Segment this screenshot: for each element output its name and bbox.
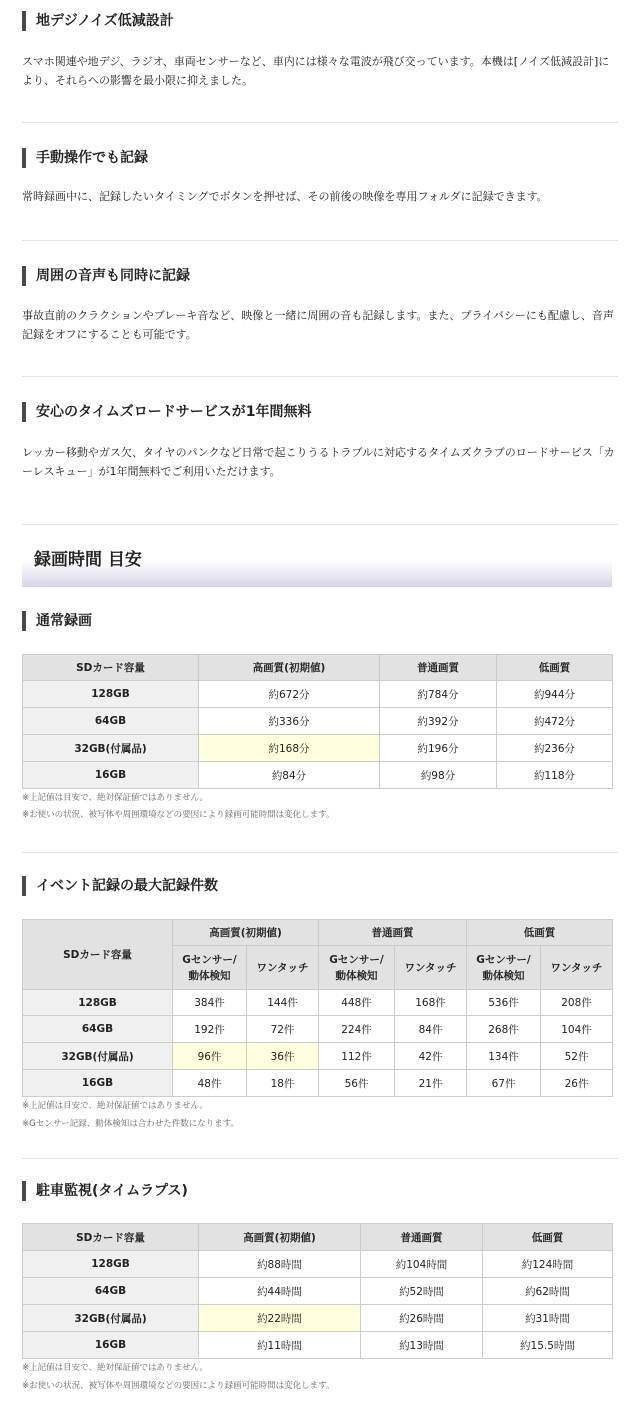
table-row xyxy=(23,1278,613,1305)
divider xyxy=(22,852,618,853)
table-row xyxy=(23,708,613,735)
table-cell: 約784分 xyxy=(380,681,497,708)
table-header-row xyxy=(23,920,613,946)
header-cell: SDカード容量 xyxy=(23,920,173,990)
row-header: 64GB xyxy=(23,1278,199,1305)
table-cell: 56件 xyxy=(319,1070,395,1097)
header-cell: 低画質 xyxy=(497,655,613,681)
divider xyxy=(22,376,618,377)
table-cell: 112件 xyxy=(319,1043,395,1070)
table-cell: 104件 xyxy=(541,1016,613,1043)
table-cell: 約124時間 xyxy=(483,1251,613,1278)
event-recording-table xyxy=(22,919,613,1097)
subheader-cell: ワンタッチ xyxy=(395,946,467,990)
subheader-cell: Gセンサー/ 動体検知 xyxy=(467,946,541,990)
header-cell: 高画質(初期値) xyxy=(199,1224,361,1251)
section-heading-road-service: 安心のタイムズロードサービスが1年間無料 xyxy=(22,402,311,422)
header-cell: 低画質 xyxy=(483,1224,613,1251)
table-cell: 約392分 xyxy=(380,708,497,735)
divider xyxy=(22,1158,618,1159)
table-cell: 約118分 xyxy=(497,762,613,789)
table-row xyxy=(23,1332,613,1359)
header-cell: SDカード容量 xyxy=(23,1224,199,1251)
table-cell: 約15.5時間 xyxy=(483,1332,613,1359)
table-row xyxy=(23,1251,613,1278)
table-cell: 168件 xyxy=(395,990,467,1016)
table-cell: 約44時間 xyxy=(199,1278,361,1305)
table-cell: 384件 xyxy=(173,990,247,1016)
section-text-audio: 事故直前のクラクションやブレーキ音など、映像と一緒に周囲の音も記録します。また、プライバシーにも配慮し、音声記録をオフにすることも可能です。 xyxy=(22,309,614,341)
table-row xyxy=(23,1070,613,1097)
table-row xyxy=(23,681,613,708)
row-header: 64GB xyxy=(23,1016,173,1043)
note: ※お使いの状況、被写体や周囲環境などの要因により録画可能時間は変化します。 xyxy=(22,810,335,820)
row-header: 32GB(付属品) xyxy=(23,1043,173,1070)
row-header: 128GB xyxy=(23,990,173,1016)
table-cell: 約472分 xyxy=(497,708,613,735)
table-row xyxy=(23,735,613,762)
table-cell: 約98分 xyxy=(380,762,497,789)
table-cell: 約13時間 xyxy=(361,1332,483,1359)
table-header-row xyxy=(23,1224,613,1251)
event-recording-heading: イベント記録の最大記録件数 xyxy=(22,876,218,896)
row-header: 128GB xyxy=(23,1251,199,1278)
header-cell: 低画質 xyxy=(467,920,613,946)
table-cell: 18件 xyxy=(247,1070,319,1097)
table-cell-highlighted: 96件 xyxy=(173,1043,247,1070)
note: ※お使いの状況、被写体や周囲環境などの要因により録画可能時間は変化します。 xyxy=(22,1381,335,1391)
row-header: 32GB(付属品) xyxy=(23,1305,199,1332)
table-row xyxy=(23,1016,613,1043)
recording-time-title: 録画時間 目安 xyxy=(34,550,142,570)
subheader-cell: ワンタッチ xyxy=(541,946,613,990)
row-header: 16GB xyxy=(23,762,199,789)
divider xyxy=(22,240,618,241)
table-cell: 26件 xyxy=(541,1070,613,1097)
header-cell: 普通画質 xyxy=(319,920,467,946)
section-heading-audio: 周囲の音声も同時に記録 xyxy=(22,266,190,286)
table-cell: 67件 xyxy=(467,1070,541,1097)
subheader-cell: Gセンサー/ 動体検知 xyxy=(319,946,395,990)
divider xyxy=(22,524,618,525)
header-cell: 高画質(初期値) xyxy=(199,655,380,681)
note: ※上記値は目安で、絶対保証値ではありません。 xyxy=(22,1101,208,1111)
row-header: 32GB(付属品) xyxy=(23,735,199,762)
table-cell: 約52時間 xyxy=(361,1278,483,1305)
row-header: 128GB xyxy=(23,681,199,708)
normal-recording-table xyxy=(22,654,613,789)
table-cell: 約196分 xyxy=(380,735,497,762)
row-header: 64GB xyxy=(23,708,199,735)
row-header: 16GB xyxy=(23,1070,173,1097)
table-cell: 224件 xyxy=(319,1016,395,1043)
section-text-noise: スマホ関連や地デジ、ラジオ、車両センサーなど、車内には様々な電波が飛び交っています。本機は[ノイズ低減設計]により、それらへの影響を最小限に抑えました。 xyxy=(22,55,610,87)
table-cell: 約11時間 xyxy=(199,1332,361,1359)
table-cell-highlighted: 36件 xyxy=(247,1043,319,1070)
table-header-row xyxy=(23,655,613,681)
table-cell: 144件 xyxy=(247,990,319,1016)
note: ※上記値は目安で、絶対保証値ではありません。 xyxy=(22,1363,208,1373)
table-row xyxy=(23,1043,613,1070)
table-cell-highlighted: 約22時間 xyxy=(199,1305,361,1332)
table-row xyxy=(23,762,613,789)
row-header: 16GB xyxy=(23,1332,199,1359)
table-cell: 約236分 xyxy=(497,735,613,762)
header-cell: 高画質(初期値) xyxy=(173,920,319,946)
table-cell: 48件 xyxy=(173,1070,247,1097)
section-text-manual: 常時録画中に、記録したいタイミングでボタンを押せば、その前後の映像を専用フォルダに記録できます。 xyxy=(22,190,548,203)
table-cell: 134件 xyxy=(467,1043,541,1070)
section-text-road-service: レッカー移動やガス欠、タイヤのパンクなど日常で起こりうるトラブルに対応するタイムズクラブのロードサービス「カーレスキュー」が1年間無料でご利用いただけます。 xyxy=(22,446,615,478)
table-cell-highlighted: 約168分 xyxy=(199,735,380,762)
parking-monitor-table xyxy=(22,1223,613,1359)
table-cell: 84件 xyxy=(395,1016,467,1043)
subheader-cell: ワンタッチ xyxy=(247,946,319,990)
header-cell: 普通画質 xyxy=(361,1224,483,1251)
note: ※Gセンサー記録、動体検知は合わせた件数になります。 xyxy=(22,1119,240,1129)
section-heading-noise: 地デジノイズ低減設計 xyxy=(22,11,174,31)
section-heading-manual: 手動操作でも記録 xyxy=(22,148,148,168)
divider xyxy=(22,122,618,123)
table-cell: 42件 xyxy=(395,1043,467,1070)
table-cell: 448件 xyxy=(319,990,395,1016)
table-cell: 約26時間 xyxy=(361,1305,483,1332)
header-cell: SDカード容量 xyxy=(23,655,199,681)
table-cell: 約104時間 xyxy=(361,1251,483,1278)
table-cell: 約944分 xyxy=(497,681,613,708)
table-cell: 約88時間 xyxy=(199,1251,361,1278)
subheader-cell: Gセンサー/ 動体検知 xyxy=(173,946,247,990)
table-cell: 約84分 xyxy=(199,762,380,789)
parking-monitor-heading: 駐車監視(タイムラプス) xyxy=(22,1181,188,1201)
table-cell: 52件 xyxy=(541,1043,613,1070)
table-row xyxy=(23,990,613,1016)
header-cell: 普通画質 xyxy=(380,655,497,681)
table-cell: 72件 xyxy=(247,1016,319,1043)
table-cell: 268件 xyxy=(467,1016,541,1043)
table-cell: 192件 xyxy=(173,1016,247,1043)
table-cell: 536件 xyxy=(467,990,541,1016)
note: ※上記値は目安で、絶対保証値ではありません。 xyxy=(22,793,208,803)
table-cell: 約62時間 xyxy=(483,1278,613,1305)
table-cell: 208件 xyxy=(541,990,613,1016)
table-cell: 約31時間 xyxy=(483,1305,613,1332)
table-cell: 21件 xyxy=(395,1070,467,1097)
table-cell: 約336分 xyxy=(199,708,380,735)
table-cell: 約672分 xyxy=(199,681,380,708)
normal-recording-heading: 通常録画 xyxy=(22,611,92,631)
recording-time-heading xyxy=(22,527,612,587)
table-row xyxy=(23,1305,613,1332)
